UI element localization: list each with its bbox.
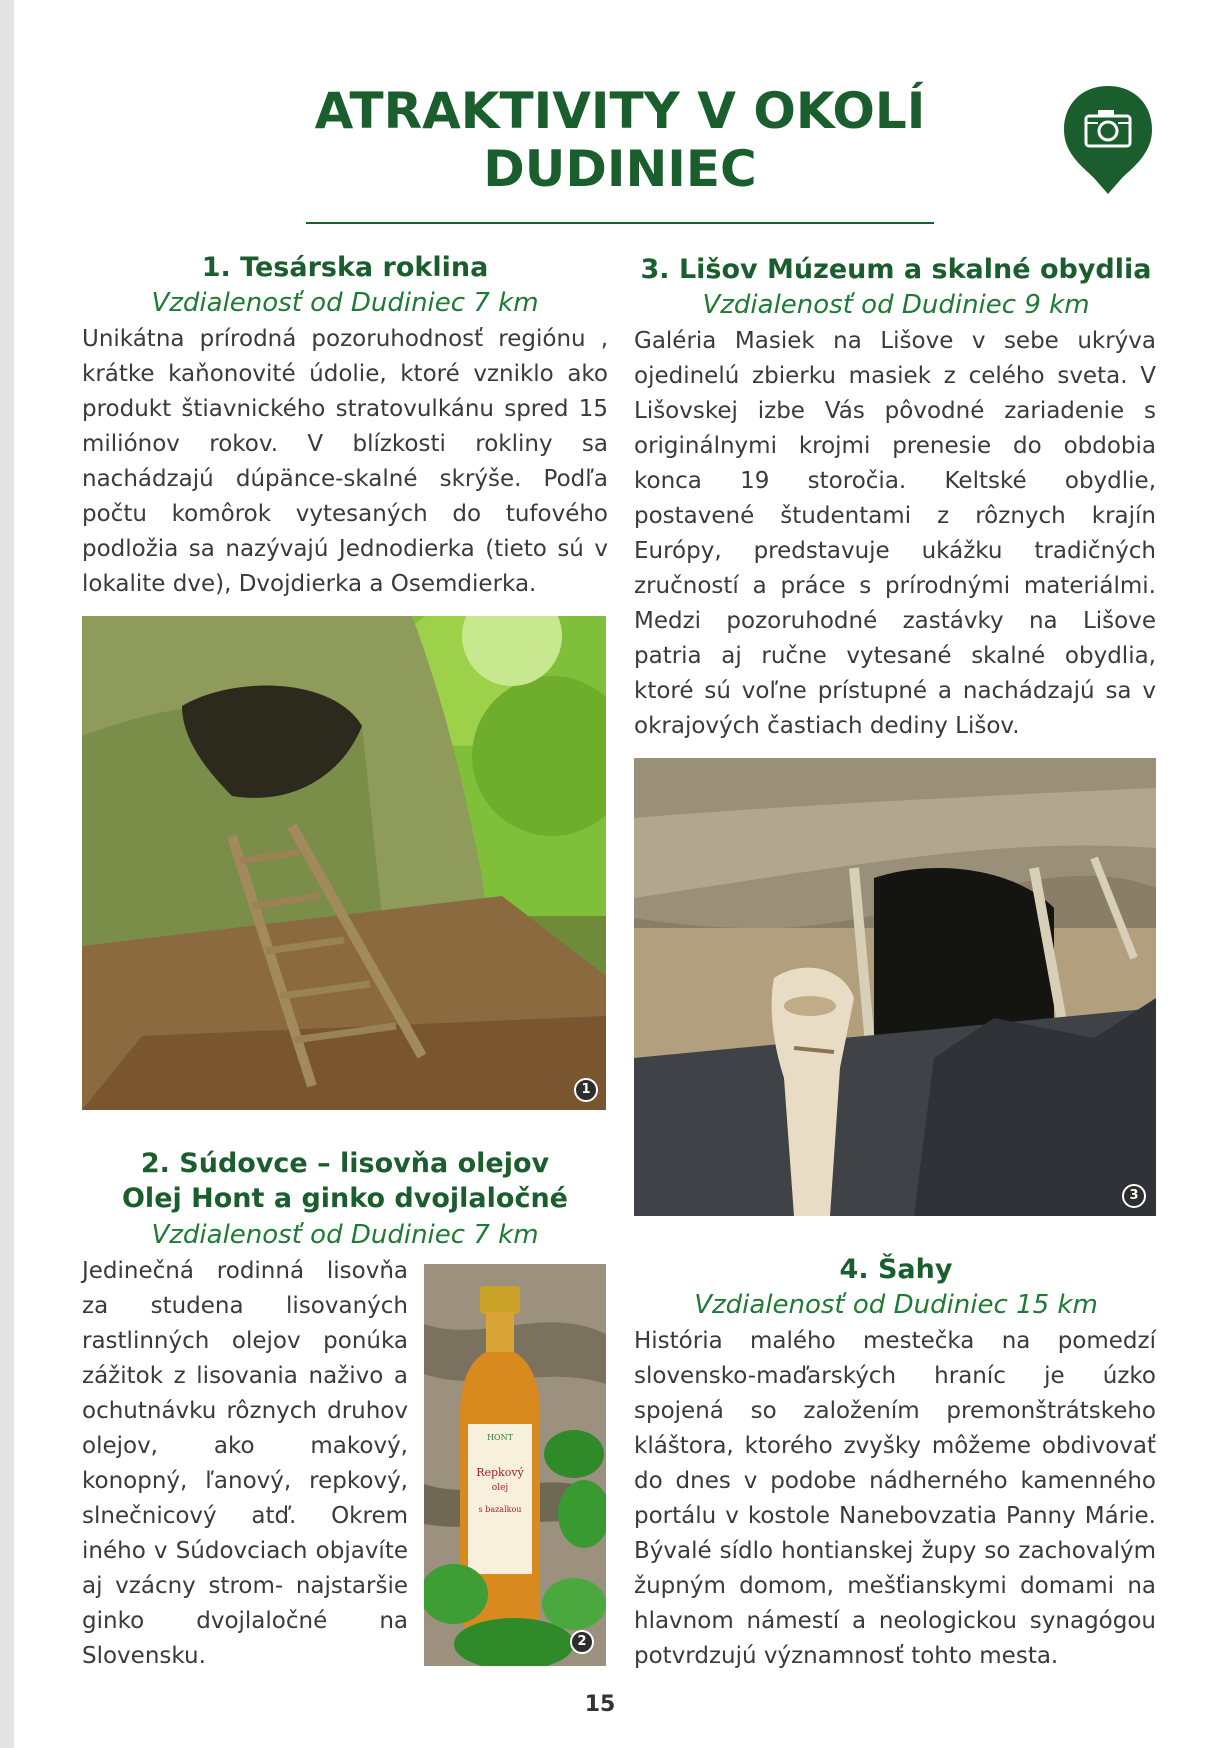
section-2-distance: Vzdialenosť od Dudiniec 7 km [151,1220,539,1250]
section-1-text: Unikátna prírodná pozoruhodnosť regiónu , krátke kaňonovité údolie, ktoré vzniklo ako produkt štiavnického stratovulkánu spred 15 miliónov rokov. V blízkosti rokliny sa nachádzajú dúpänce-skalné skrýše. Podľa počtu komôrok vytesaných do tufového podložia sa nazývajú Jednodierka (tieto sú v lokalite dve), Dvojdierka a Osemdierka. [82,326,608,597]
page-title [240,82,1000,198]
bottle-brand: HONT [487,1433,513,1442]
page-edge-strip [0,0,14,1748]
section-1-distance: Vzdialenosť od Dudiniec 7 km [151,288,539,318]
section-3-heading: 3. Lišov Múzeum a skalné obydlia [640,254,1152,285]
oil-bottle-photo [424,1264,606,1666]
photo-2-badge: 2 [570,1630,594,1654]
section-1-heading: 1. Tesárska roklina [201,252,489,283]
section-4-text: História malého mestečka na pomedzí slovensko-maďarských hraníc je úzko spojená so založením premonštrátskeho kláštora, ktorého zvyšky môžeme obdivovať do dnes v podobe nádherného kamenného portálu v kostole Nanebovzatia Panny Márie. Bývalé sídlo hontianskej župy so zachovalým župným domom, mešťianskymi domami na hlavnom námestí a neologickou synagógou potvrdzujú významnosť tohto mesta. [634,1328,1156,1669]
camera-pin-icon [1060,82,1156,200]
section-2-text: Jedinečná rodinná lisovňa za studena lisovaných rastlinných olejov ponúka zážitok z lisovania naživo a ochutnávku rôznych druhov olejov, ako makový, konopný, ľanový, repkový, slnečnicový atď. Okrem iného v Súdovciach objavíte aj vzácny strom- najstaršie ginko dvojlaločné na Slovensku. [82,1258,408,1669]
section-3-text: Galéria Masiek na Lišove v sebe ukrýva ojedinelú zbierku masiek z celého sveta. V Lišovskej izbe Vás pôvodné zariadenie s originálnymi krojmi prenesie do obdobia konca 19 storočia. Keltské obydlie, postavené študentami z rôznych krajín Európy, predstavuje ukážku tradičných zručností a práce s prírodnými materiálmi. Medzi pozoruhodné zastávky na Lišove patria aj ručne vytesané skalné obydlia, ktoré sú voľne prístupné a nachádzajú sa v okrajových častiach dediny Lišov. [634,328,1156,739]
celtic-dwelling-photo [634,758,1156,1216]
photo-1-badge: 1 [574,1078,598,1102]
gorge-ladder-photo [82,616,606,1110]
page-number: 15 [584,1692,616,1717]
photo-3-badge: 3 [1122,1184,1146,1208]
title-line-2: DUDINIEC [483,140,757,198]
section-2-heading-line-1: 2. Súdovce – lisovňa olejov [140,1148,550,1179]
section-4-distance: Vzdialenosť od Dudiniec 15 km [694,1290,1098,1320]
section-2-heading-line-2: Olej Hont a ginko dvojlaločné [121,1183,568,1214]
title-divider [306,222,934,224]
title-line-1: ATRAKTIVITY V OKOLÍ [314,82,926,140]
bottle-label-line-2: olej [491,1483,509,1493]
section-3-distance: Vzdialenosť od Dudiniec 9 km [702,290,1090,320]
bottle-label-line-3: s bazalkou [478,1505,522,1514]
section-2-heading [82,1146,608,1216]
section-4-heading: 4. Šahy [839,1254,953,1285]
bottle-label-line-1: Repkový [476,1466,524,1479]
